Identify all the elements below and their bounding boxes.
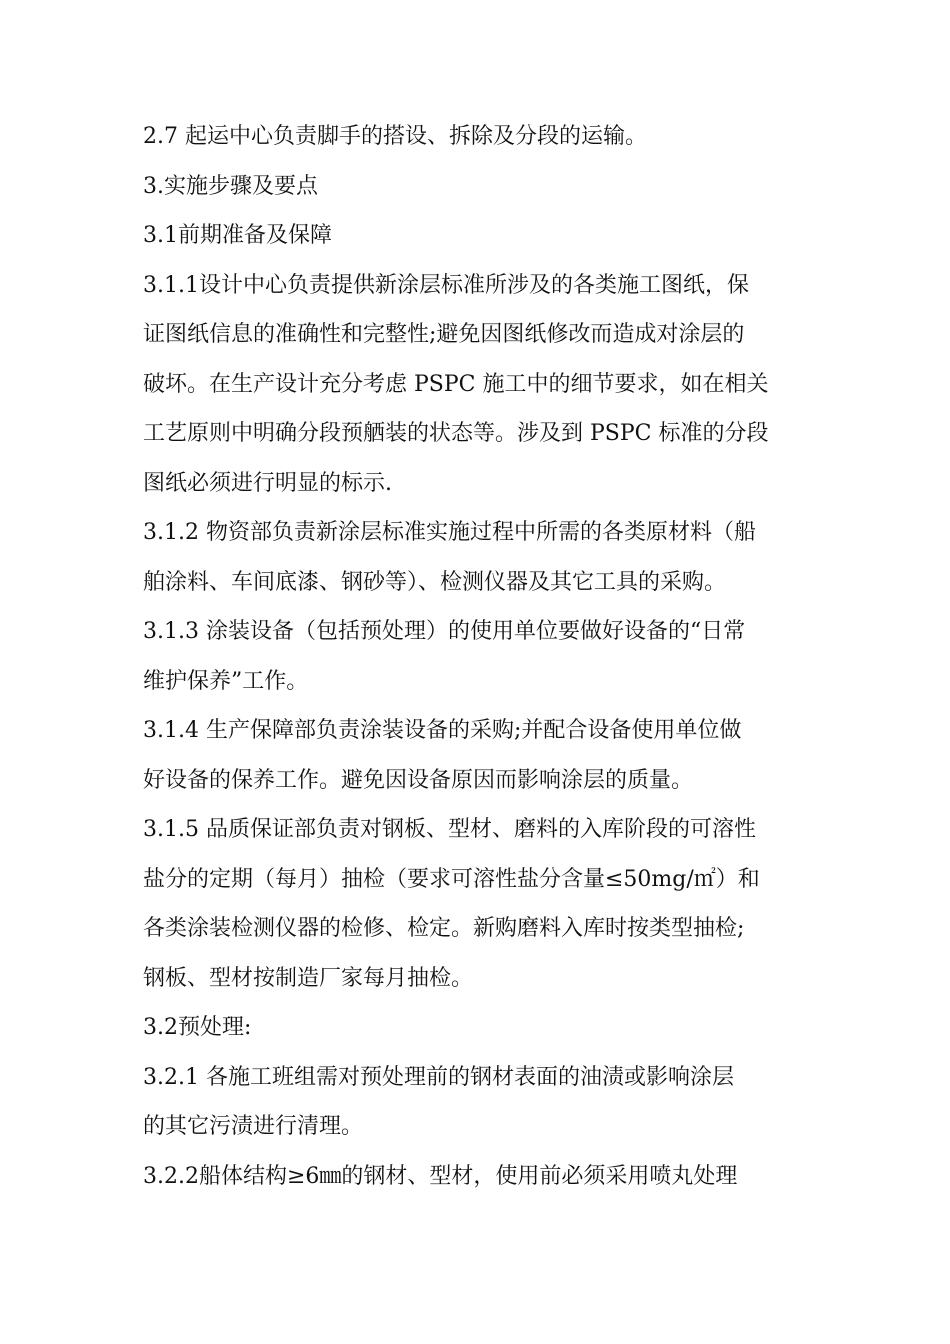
paragraph-3-1-5-line-2: 盐分的定期（每月）抽检（要求可溶性盐分含量≤50mg/㎡）和	[143, 866, 760, 892]
paragraph-3-2-2-line-1: 3.2.2船体结构≥6㎜的钢材、型材，使用前必须采用喷丸处理	[143, 1163, 738, 1189]
paragraph-3-1-1-line-1: 3.1.1设计中心负责提供新涂层标准所涉及的各类施工图纸，保	[143, 272, 749, 298]
heading-3-1-line: 3.1前期准备及保障	[143, 223, 332, 248]
paragraph-3-2-1-line-2: 的其它污渍进行清理。	[143, 1114, 364, 1139]
paragraph-3-1-5-line-3: 各类涂装检测仪器的检修、检定。新购磨料入库时按类型抽检;	[143, 916, 745, 941]
heading-3-line: 3.实施步骤及要点	[143, 173, 318, 199]
paragraph-3-1-4-line-2: 好设备的保养工作。避免因设备原因而影响涂层的质量。	[143, 767, 694, 793]
paragraph-3-1-2-line-1: 3.1.2 物资部负责新涂层标准实施过程中所需的各类原材料（船	[143, 520, 756, 545]
paragraph-3-1-3-line-1: 3.1.3 涂装设备（包括预处理）的使用单位要做好设备的“日常	[143, 619, 746, 644]
paragraph-3-1-3-line-2: 维护保养”工作。	[143, 668, 309, 694]
paragraph-3-1-4-line-1: 3.1.4 生产保障部负责涂装设备的采购;并配合设备使用单位做	[143, 718, 742, 743]
paragraph-3-1-1-line-5: 图纸必须进行明显的标示.	[143, 470, 392, 496]
paragraph-3-1-1-line-3: 破坏。在生产设计充分考虑 PSPC 施工中的细节要求，如在相关	[143, 371, 769, 397]
paragraph-3-1-1-line-2: 证图纸信息的准确性和完整性;避免因图纸修改而造成对涂层的	[143, 322, 745, 347]
heading-3-2-line: 3.2预处理:	[143, 1015, 252, 1040]
section-2-7-line: 2.7 起运中心负责脚手的搭设、拆除及分段的运输。	[143, 124, 647, 149]
document-body	[143, 112, 823, 1201]
paragraph-3-1-5-line-4: 钢板、型材按制造厂家每月抽检。	[143, 965, 474, 991]
paragraph-3-1-1-line-4: 工艺原则中明确分段预舾装的状态等。涉及到 PSPC 标准的分段	[143, 421, 769, 446]
paragraph-3-2-1-line-1: 3.2.1 各施工班组需对预处理前的钢材表面的油渍或影响涂层	[143, 1064, 734, 1090]
paragraph-3-1-5-line-1: 3.1.5 品质保证部负责对钢板、型材、磨料的入库阶段的可溶性	[143, 817, 756, 842]
paragraph-3-1-2-line-2: 舶涂料、车间底漆、钢砂等）、检测仪器及其它工具的采购。	[143, 569, 727, 595]
